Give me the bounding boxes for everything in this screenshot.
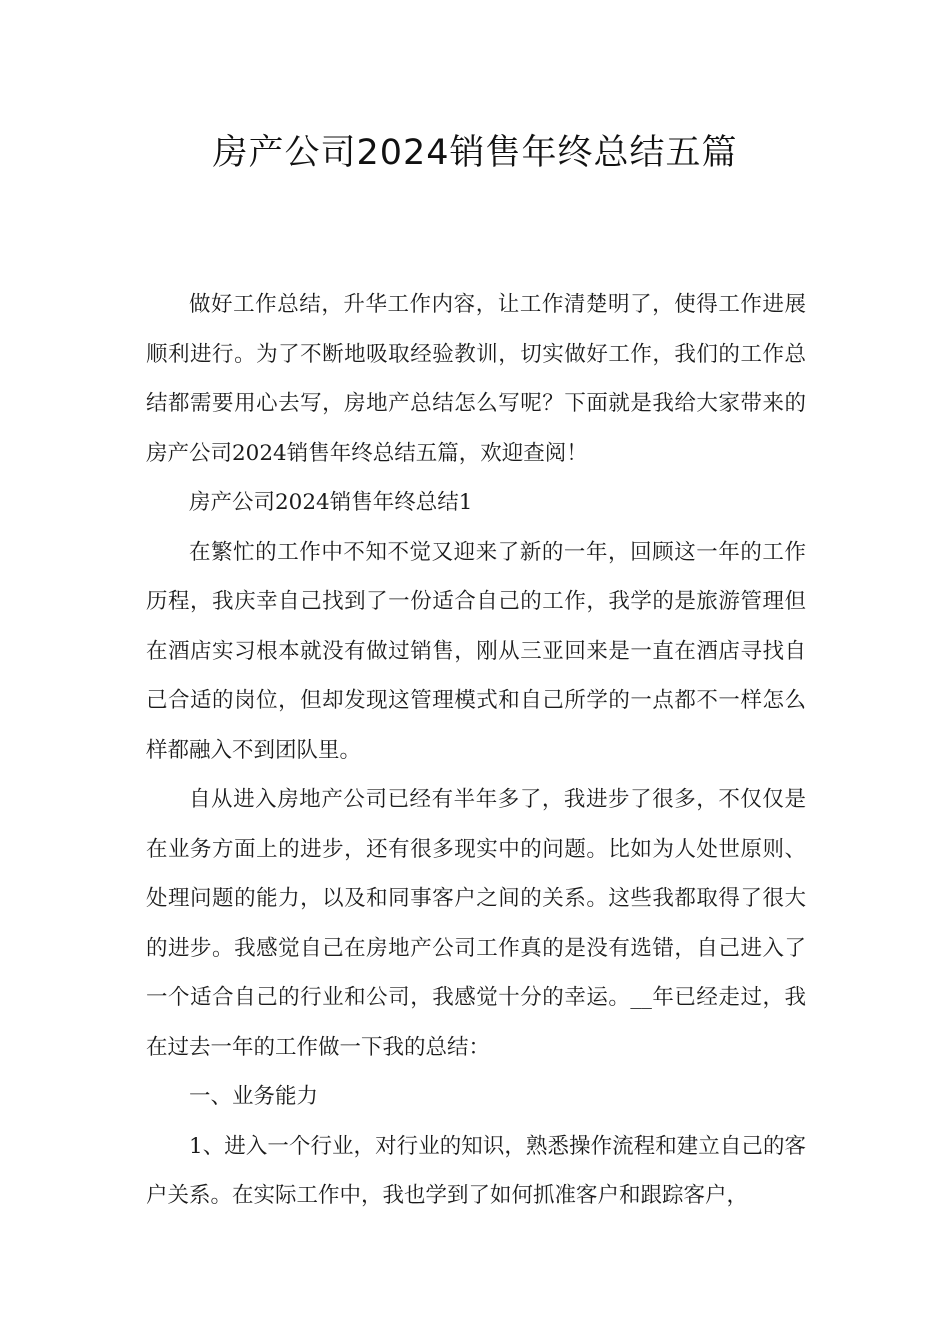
intro-paragraph: 做好工作总结，升华工作内容，让工作清楚明了，使得工作进展顺利进行。为了不断地吸取经验教训，切实做好工作，我们的工作总结都需要用心去写，房地产总结怎么写呢？下面就是我给大家带来的房产公司2024销售年终总结五篇，欢迎查阅！ (146, 292, 806, 466)
page-title: 房产公司2024销售年终总结五篇 (212, 133, 738, 173)
document-body (146, 280, 806, 1221)
body-paragraph: 自从进入房地产公司已经有半年多了，我进步了很多，不仅仅是在业务方面上的进步，还有很多现实中的问题。比如为人处世原则、处理问题的能力，以及和同事客户之间的关系。这些我都取得了很大的进步。我感觉自己在房地产公司工作真的是没有选错，自己进入了一个适合自己的行业和公司，我感觉十分的幸运。__年已经走过，我在过去一年的工作做一下我的总结： (146, 787, 806, 1060)
subsection-heading: 一、业务能力 (189, 1084, 319, 1109)
body-paragraph: 在繁忙的工作中不知不觉又迎来了新的一年，回顾这一年的工作历程，我庆幸自己找到了一份适合自己的工作，我学的是旅游管理但在酒店实习根本就没有做过销售，刚从三亚回来是一直在酒店寻找自己合适的岗位，但却发现这管理模式和自己所学的一点都不一样怎么样都融入不到团队里。 (146, 539, 806, 763)
body-paragraph: 1、进入一个行业，对行业的知识，熟悉操作流程和建立自己的客户关系。在实际工作中，我也学到了如何抓准客户和跟踪客户， (146, 1133, 806, 1208)
section-heading: 房产公司2024销售年终总结1 (189, 490, 473, 515)
